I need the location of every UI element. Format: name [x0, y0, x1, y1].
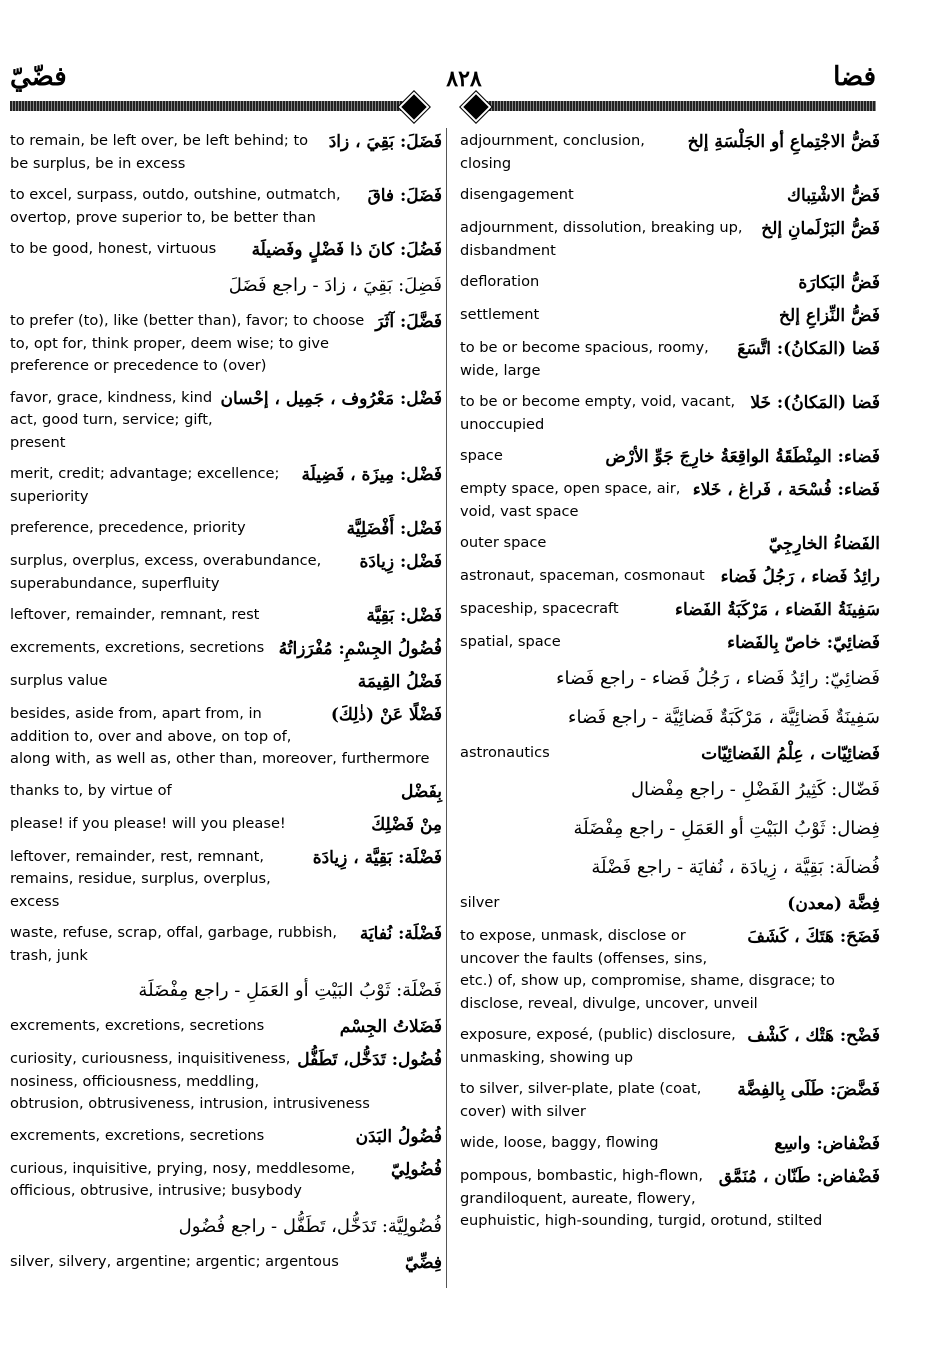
entry-arabic-headword: فَضائِيّات ، عِلْمُ الفَضائِيّات — [701, 744, 880, 764]
dictionary-entry — [460, 271, 880, 295]
entry-english-definition: pompous, bombastic, high-flown, grandiloquent, aureate, flowery, euphuistic, high-sounding, turgid, orotund, stilted — [460, 1167, 823, 1229]
dictionary-entry — [10, 550, 442, 595]
entry-arabic-headword: فِضال: ثَوْبُ البَيْتِ أو العَمَلِ - راجع مِفْضَلَة — [573, 818, 880, 839]
entry-arabic-headword: فَضائِيّ: رائِدُ فَضاء ، رَجُلُ فَضاء - راجع فَضاء — [556, 668, 880, 689]
dictionary-entry — [10, 271, 442, 301]
entry-arabic-headword: رائِدُ فَضاء ، رَجُلُ فَضاء — [720, 567, 880, 587]
entry-arabic-headword: فَضائِيّ: خاصّ بِالفَضاء — [727, 633, 880, 653]
header-guide-word-left: فضّيّ — [10, 62, 67, 92]
entry-english-definition: please! if you please! will you please! — [10, 814, 286, 832]
entry-english-definition: preference, precedence, priority — [10, 519, 246, 536]
entry-english-definition: to excel, surpass, outdo, outshine, outmatch, overtop, prove superior to, be better than — [10, 186, 341, 226]
dictionary-entry — [10, 922, 442, 967]
dictionary-entry — [10, 387, 442, 455]
entry-arabic-headword: سَفِينَةُ الفَضاء ، مَرْكَبَةُ الفَضاء — [674, 600, 880, 620]
entry-english-definition: to be or become spacious, roomy, wide, large — [460, 339, 709, 379]
entry-english-definition: besides, aside from, apart from, in addition to, over and above, on top of, along with, as well as, other than, moreover, furthermore — [10, 705, 430, 767]
dictionary-entry — [10, 1251, 442, 1275]
entry-english-definition: favor, grace, kindness, kind act, good turn, service; gift, present — [10, 388, 213, 451]
entry-english-definition: to be or become empty, void, vacant, unoccupied — [460, 393, 736, 433]
entry-english-definition: leftover, remainder, remnant, rest — [10, 606, 260, 623]
dictionary-entry — [460, 853, 880, 883]
dictionary-entry — [10, 517, 442, 541]
entry-arabic-headword: فُضالَة: بَقِيَّة ، زِيادَة ، نُفايَة - راجع فَضْلَة — [591, 857, 880, 878]
entry-english-definition: to expose, unmask, disclose or uncover the faults (offenses, sins, etc.) of, show up, compromise, shame, disgrace; to disclose, reveal, divulge, uncover, unveil — [460, 927, 835, 1012]
entry-english-definition: curious, inquisitive, prying, nosy, meddlesome, officious, obtrusive, intrusive; busybody — [10, 1159, 356, 1199]
dictionary-entry — [10, 670, 442, 694]
entry-english-definition: spaceship, spacecraft — [460, 600, 619, 617]
entry-english-definition: silver, silvery, argentine; argentic; argentous — [10, 1252, 339, 1270]
entry-english-definition: astronaut, spaceman, cosmonaut — [460, 567, 705, 584]
entry-english-definition: wide, loose, baggy, flowing — [460, 1134, 659, 1151]
dictionary-entry — [460, 925, 880, 1015]
entry-arabic-headword: فَضَحَ: هَتَكَ ، كَشَفَ — [747, 927, 880, 947]
dictionary-entry — [460, 1132, 880, 1156]
dictionary-entry — [10, 1158, 442, 1203]
entry-english-definition: excrements, excretions, secretions — [10, 1017, 265, 1034]
dictionary-entry — [460, 184, 880, 208]
entry-arabic-headword: فَضْلَة: نُفايَة — [359, 924, 442, 944]
entry-english-definition: astronautics — [460, 744, 550, 761]
dictionary-entry — [460, 532, 880, 556]
entry-english-definition: thanks to, by virtue of — [10, 781, 172, 799]
entry-arabic-headword: فَضاء: فُسْحَة ، فَراغ ، خَلاء — [692, 480, 880, 500]
dictionary-entry — [460, 304, 880, 328]
entry-english-definition: to prefer (to), like (better than), favor; to choose to, opt for, think proper, deem wise; to give preference or precedence to (over) — [10, 312, 365, 374]
entry-arabic-headword: فَضَّضَ: طَلَى بِالفِضَّة — [737, 1080, 880, 1100]
entry-arabic-headword: مِنْ فَضْلِكَ — [371, 814, 442, 835]
entry-english-definition: surplus value — [10, 672, 108, 689]
entry-english-definition: space — [460, 447, 503, 464]
dictionary-entry — [10, 1048, 442, 1116]
entry-arabic-headword: فَضِلَ: بَقِيَ ، زادَ - راجع فَضَلَ — [228, 275, 442, 296]
dictionary-entry — [10, 463, 442, 508]
entry-arabic-headword: فَضا (المَكانُ): خَلا — [750, 393, 880, 413]
dictionary-entry — [10, 813, 442, 837]
entry-arabic-headword: فَضُّ البَرْلَمانِ إلخ — [761, 219, 880, 239]
entry-arabic-headword: فَضُّ الاجْتِماعِ أو الجَلْسَةِ إلخ — [687, 132, 880, 152]
entry-english-definition: outer space — [460, 534, 547, 551]
entry-arabic-headword: فَضْل: مِيزَة ، فَضِيلَة — [301, 465, 442, 485]
entry-english-definition: leftover, remainder, rest, remnant, remains, residue, surplus, overplus, excess — [10, 847, 271, 910]
entry-english-definition: to remain, be left over, be left behind; to be surplus, be in excess — [10, 132, 309, 172]
dictionary-entry — [10, 310, 442, 378]
entry-english-definition: waste, refuse, scrap, offal, garbage, rubbish, trash, junk — [10, 924, 337, 964]
dictionary-entry — [460, 1078, 880, 1123]
dictionary-entry — [10, 1125, 442, 1149]
entry-arabic-headword: فَضْل: أَفْضَلِيَّة — [346, 519, 442, 539]
entry-english-definition: defloration — [460, 273, 540, 290]
column-divider — [446, 128, 447, 1288]
entry-arabic-headword: فَضْل: زِيادَة — [359, 552, 442, 572]
entry-arabic-headword: فَضُلَ: كانَ ذا فَضْلٍ وفَضيلَة — [251, 240, 442, 260]
entry-arabic-headword: فَضّال: كَثِيرُ الفَضْلِ - راجع مِفْضال — [630, 779, 880, 800]
dictionary-entry — [460, 445, 880, 469]
entry-english-definition: merit, credit; advantage; excellence; superiority — [10, 465, 280, 505]
entry-arabic-headword: فُضُول: تَدَخُّل، تَطَفُّل — [297, 1050, 442, 1070]
entry-english-definition: silver — [460, 894, 500, 911]
dictionary-entry — [460, 664, 880, 694]
entry-arabic-headword: بِفَضْل — [401, 781, 442, 802]
dictionary-entry — [460, 775, 880, 805]
dictionary-entry — [460, 130, 880, 175]
header-rule-left — [10, 101, 410, 111]
dictionary-entry — [460, 217, 880, 262]
entry-arabic-headword: فَضْلَة: ثَوْبُ البَيْتِ أو العَمَلِ - راجع مِفْضَلَة — [138, 980, 442, 1001]
entry-arabic-headword: فُضُولُ الجِسْمِ: مُفْرَزاتُهُ — [278, 639, 442, 659]
dictionary-entry — [10, 604, 442, 628]
dictionary-entry — [10, 1015, 442, 1039]
dictionary-entry — [10, 780, 442, 804]
entry-english-definition: surplus, overplus, excess, overabundance, superabundance, superfluity — [10, 552, 322, 592]
dictionary-entry — [10, 846, 442, 914]
dictionary-entry — [460, 1165, 880, 1233]
entry-arabic-headword: فُضُولُ البَدَن — [355, 1126, 442, 1147]
entry-english-definition: adjournment, dissolution, breaking up, disbandment — [460, 219, 743, 259]
dictionary-entry — [460, 631, 880, 655]
dictionary-entry — [460, 337, 880, 382]
page-number: ٨٢٨ — [446, 66, 482, 92]
dictionary-entry — [460, 703, 880, 733]
dictionary-entry — [10, 976, 442, 1006]
right-column — [460, 130, 880, 1242]
dictionary-entry — [10, 184, 442, 229]
entry-arabic-headword: الفَضاءُ الخارِجِيّ — [768, 534, 880, 554]
dictionary-entry — [460, 1024, 880, 1069]
entry-arabic-headword: فَضَلَ: بَقِيَ ، زادَ — [328, 132, 442, 152]
dictionary-entry — [10, 637, 442, 661]
dictionary-entry — [10, 1212, 442, 1242]
entry-english-definition: to be good, honest, virtuous — [10, 240, 217, 257]
entry-arabic-headword: سَفِينَةٌ فَضائِيَّة ، مَرْكَبَةٌ فَضائِيَّة - راجع فَضاء — [567, 707, 880, 728]
entry-arabic-headword: فَضْل: بَقِيَّة — [366, 606, 442, 626]
dictionary-entry — [460, 598, 880, 622]
entry-english-definition: curiosity, curiousness, inquisitiveness, nosiness, officiousness, meddling, obtrusion, obtrusiveness, intrusion, intrusiveness — [10, 1050, 370, 1112]
dictionary-entry — [10, 130, 442, 175]
entry-arabic-headword: فَضْل: مَعْرُوف ، جَمِيل ، إحْسان — [220, 388, 442, 409]
entry-arabic-headword: فَضْلَة: بَقِيَّة ، زِيادَة — [312, 847, 442, 868]
entry-english-definition: spatial, space — [460, 633, 561, 650]
entry-arabic-headword: فَضَلَ: فاقَ — [367, 186, 442, 206]
entry-arabic-headword: فَضَلاتُ الجِسْم — [339, 1017, 442, 1037]
entry-english-definition: disengagement — [460, 186, 574, 203]
entry-arabic-headword: فِضَّة (معدن) — [787, 894, 880, 914]
dictionary-entry — [460, 814, 880, 844]
entry-english-definition: exposure, exposé, (public) disclosure, unmasking, showing up — [460, 1026, 736, 1066]
entry-english-definition: to silver, silver-plate, plate (coat, cover) with silver — [460, 1080, 702, 1120]
dictionary-entry — [460, 478, 880, 523]
header-rule-right — [480, 101, 876, 111]
entry-arabic-headword: فَضْلُ القِيمَة — [357, 672, 442, 692]
entry-arabic-headword: فَضْلًا عَنْ (ذٰلِكَ) — [330, 705, 442, 725]
entry-english-definition: excrements, excretions, secretions — [10, 1126, 265, 1144]
entry-arabic-headword: فُضُولِيَّة: تَدَخُّل، تَطَفُّل - راجع فُضُول — [178, 1215, 442, 1237]
entry-arabic-headword: فَضاء: المِنْطَقَةُ الواقِعَةُ خارِجَ جَوِّ الأرْض — [605, 447, 880, 467]
header-guide-word-right: فضا — [833, 62, 876, 92]
entry-arabic-headword: فَضُّ الاشْتِباك — [787, 186, 880, 206]
entry-arabic-headword: فَضُّ البَكارَة — [798, 273, 880, 293]
left-column — [10, 130, 442, 1284]
entry-arabic-headword: فَضْفاض: واسِع — [774, 1134, 880, 1154]
dictionary-entry — [10, 703, 442, 771]
entry-arabic-headword: فُضُولِيّ — [391, 1159, 442, 1180]
entry-arabic-headword: فَضا (المَكانُ): اتَّسَعَ — [737, 339, 880, 359]
dictionary-entry — [460, 391, 880, 436]
entry-arabic-headword: فَضُّ النِّزاعِ إلخ — [779, 306, 880, 326]
dictionary-entry — [460, 565, 880, 589]
entry-arabic-headword: فَضْفاض: طَنّان ، مُنَمَّق — [718, 1167, 880, 1187]
entry-arabic-headword: فِضِّيّ — [404, 1252, 442, 1273]
entry-english-definition: excrements, excretions, secretions — [10, 639, 265, 656]
dictionary-entry — [460, 742, 880, 766]
entry-english-definition: settlement — [460, 306, 540, 323]
entry-english-definition: empty space, open space, air, void, vast space — [460, 480, 681, 520]
entry-arabic-headword: فَضْح: هَتْك ، كَشْف — [747, 1026, 880, 1046]
dictionary-entry — [10, 238, 442, 262]
dictionary-entry — [460, 892, 880, 916]
entry-english-definition: adjournment, conclusion, closing — [460, 132, 645, 172]
entry-arabic-headword: فَضَّلَ: آثَرَ — [375, 312, 442, 332]
